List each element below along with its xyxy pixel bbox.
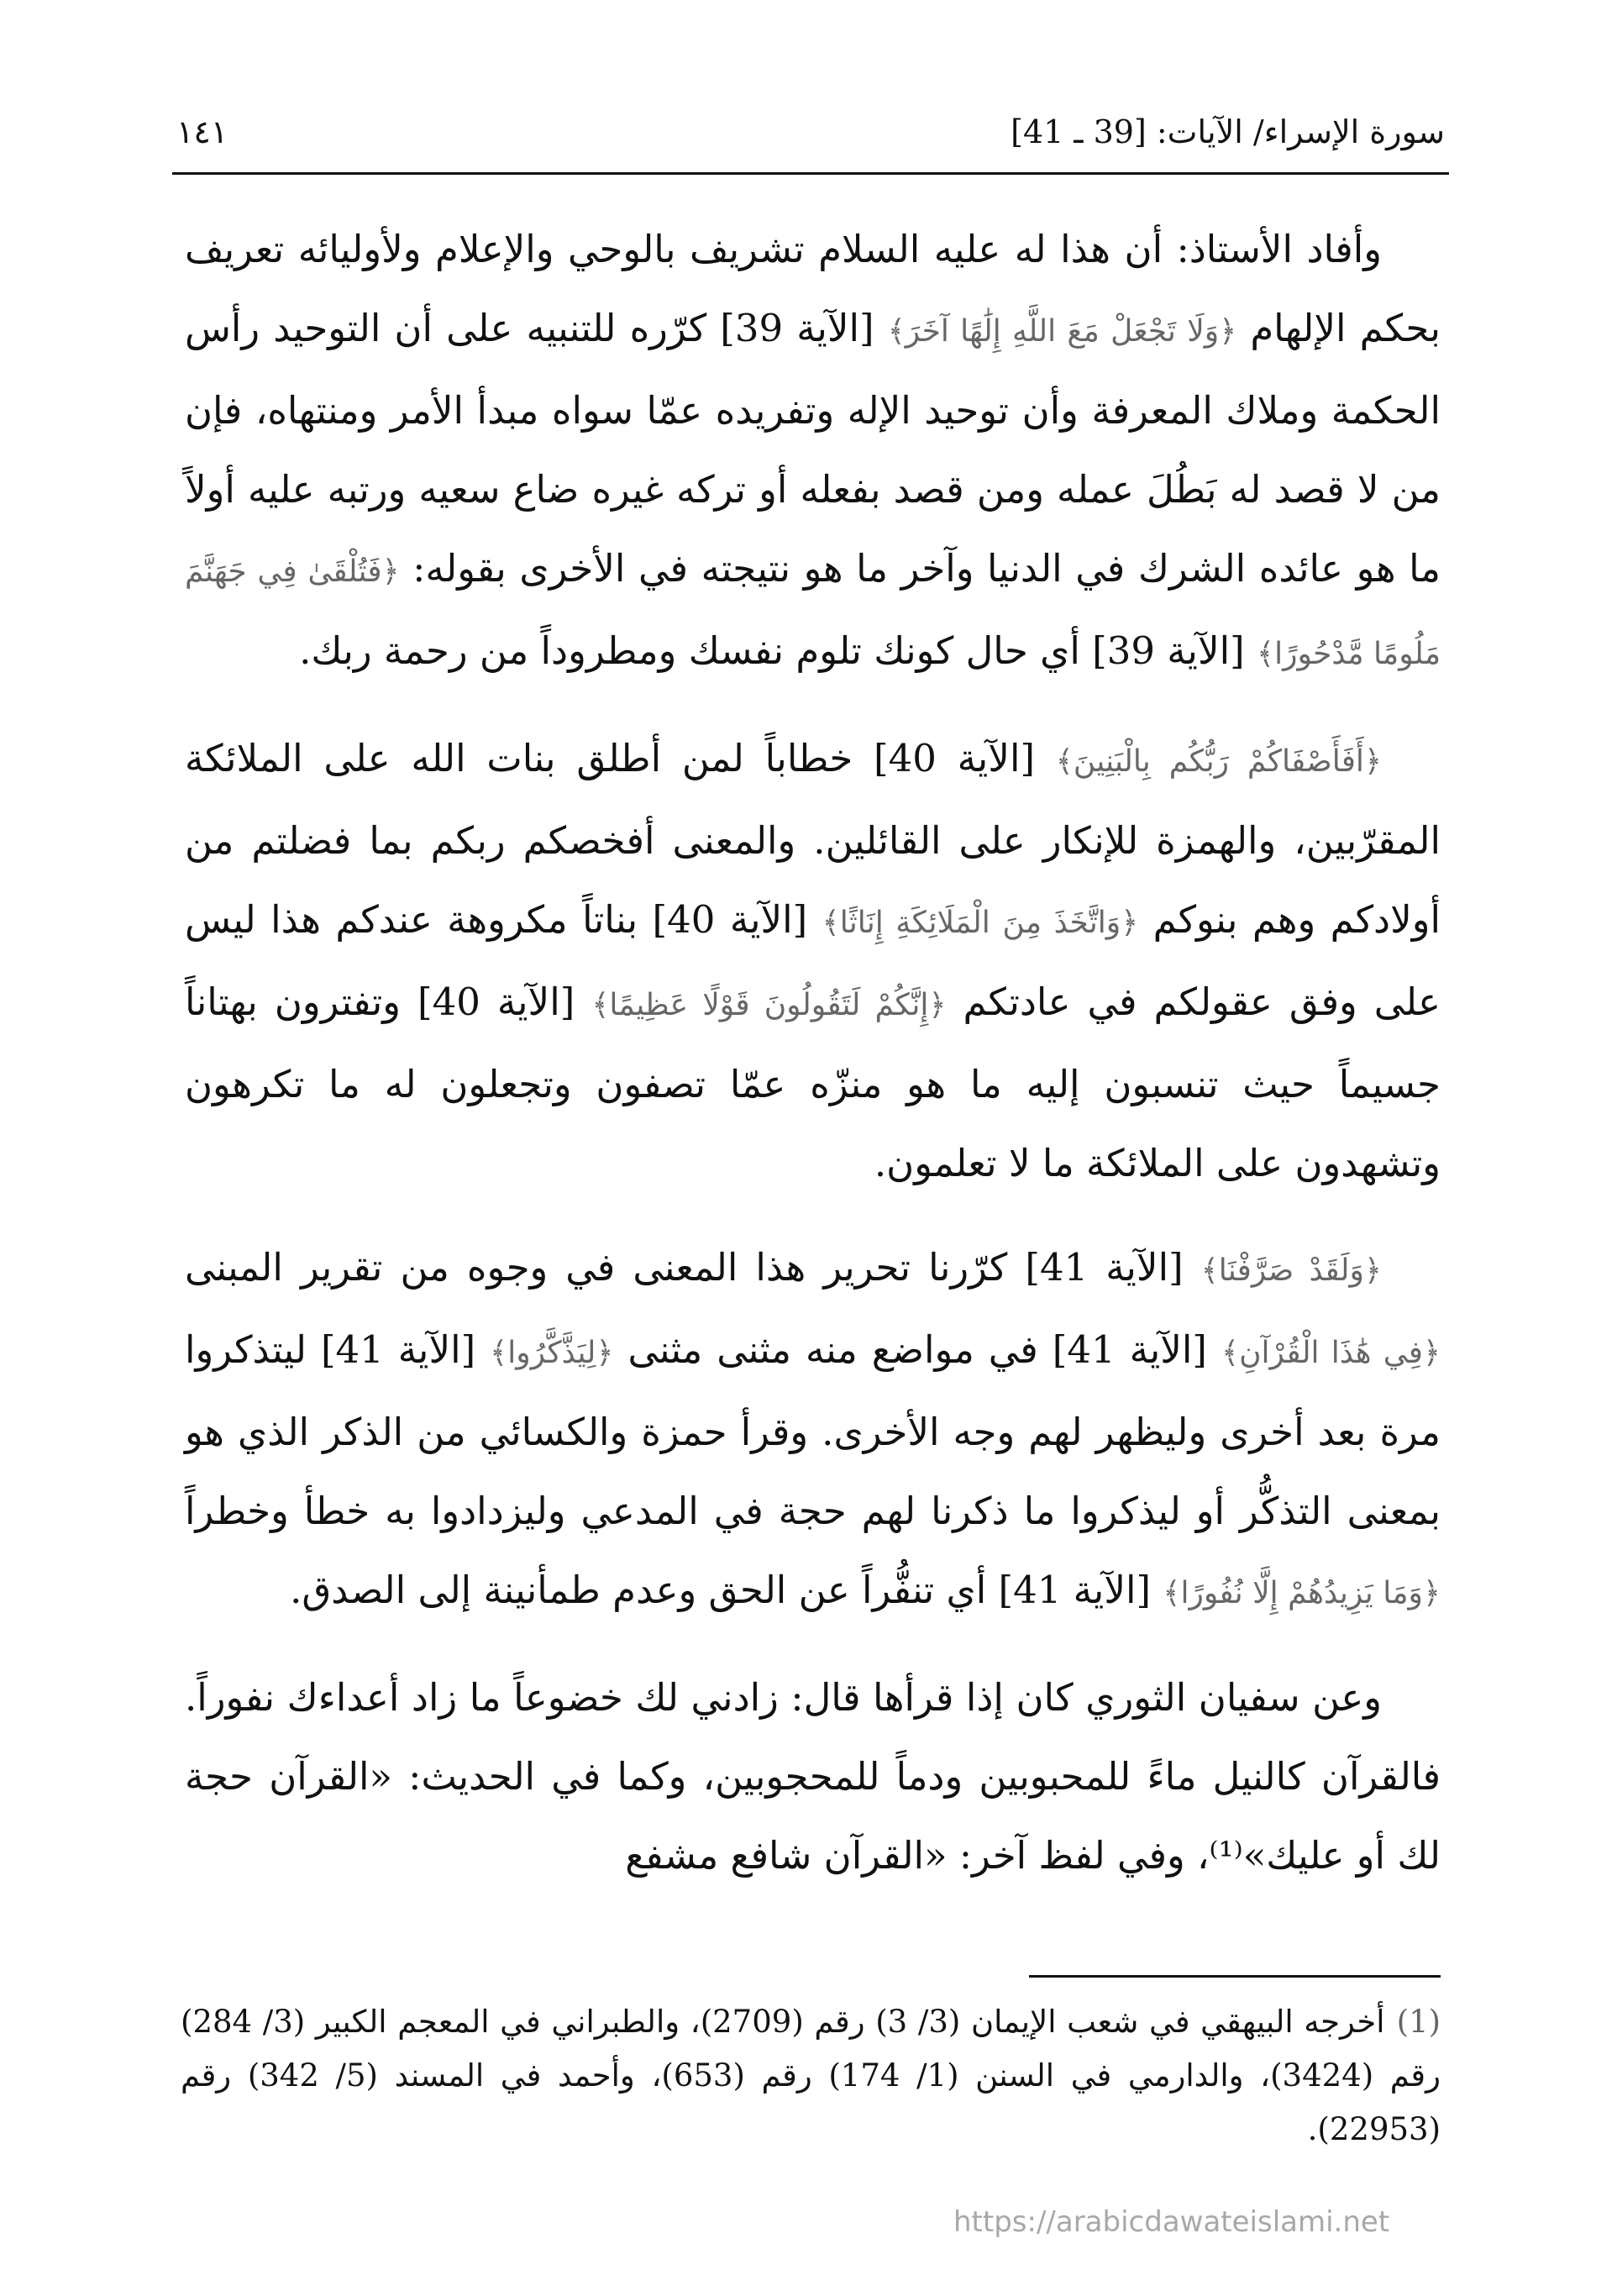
quran-quote: ﴿وَلَقَدْ صَرَّفْنَا﴾: [1200, 1253, 1382, 1288]
commentary-text: [الآية 39] كرّره للتنبيه على أن التوحيد رأس الحكمة وملاك المعرفة وأن توحيد الإله وتفريده عمّا سواه مبدأ الأمر ومنتهاه، فإن من لا قصد له بَطُلَ عمله ومن قصد بفعله أو تركه غيره ضاع سعيه ورتبه عليه أولاً ما هو عائده الشرك في الدنيا وآخر ما هو نتيجته في الأخرى بقوله:: [185, 306, 1441, 591]
main-text: [185, 210, 1441, 1895]
quran-quote: ﴿فَتُلْقَىٰ فِي جَهَنَّمَ مَلُومًا مَّدْحُورًا﴾: [185, 554, 1441, 671]
surah-verse-heading: سورة الإسراء/ الآيات: [39 ـ 41]: [1011, 113, 1445, 150]
footnotes: [181, 1995, 1441, 2157]
quran-quote: ﴿أَفَأَصْفَاكُمْ رَبُّكُم بِالْبَنِينَ﴾: [1055, 744, 1383, 779]
quran-quote: ﴿لِيَذَّكَّرُوا﴾: [490, 1336, 614, 1370]
quran-quote: ﴿فِي هَٰذَا الْقُرْآنِ﴾: [1221, 1336, 1441, 1370]
page-number: ١٤١: [176, 113, 228, 150]
paragraph: [185, 210, 1441, 694]
commentary-text: [الآية 41] ليتذكروا مرة بعد أخرى وليظهر لهم وجه الأخرى. وقرأ حمزة والكسائي من الذكر الذي هو بمعنى التذكُّر أو ليذكروا ما ذكرنا لهم حجة في المدعي وليزدادوا به خطأ وخطراً: [185, 1327, 1441, 1533]
paragraph: [185, 719, 1441, 1203]
commentary-text: [الآية 40] وتفترون بهتاناً جسيماً حيث تنسبون إليه ما هو منزّه عمّا تصفون وتجعلون له ما تكرهون وتشهدون على الملائكة ما لا تعلمون.: [185, 980, 1441, 1185]
watermark-url: https://arabicdawateislami.net: [953, 2205, 1390, 2239]
commentary-text: [الآية 40] خطاباً لمن أطلق بنات الله على الملائكة المقرّبين، والهمزة للإنكار على القائلين. والمعنى أفخصكم ربكم بما فضلتم من أولادكم وهم بنوكم: [185, 736, 1441, 942]
quran-quote: ﴿وَاتَّخَذَ مِنَ الْمَلَائِكَةِ إِنَاثًا﴾: [822, 906, 1139, 940]
commentary-text: [الآية 41] أي تنفُّراً عن الحق وعدم طمأنينة إلى الصدق.: [290, 1568, 1163, 1612]
commentary-text: [الآية 41] كرّرنا تحرير هذا المعنى في وجوه من تقرير المبنى: [185, 1245, 1201, 1290]
commentary-text: [الآية 40] بناتاً مكروهة عندكم هذا ليس على وفق عقولكم في عادتكم: [185, 897, 1441, 1024]
commentary-text: [الآية 41] في مواضع منه مثنى مثنى: [613, 1327, 1221, 1372]
paragraph: [185, 1658, 1441, 1895]
quran-quote: ﴿إِنَّكُمْ لَتَقُولُونَ قَوْلًا عَظِيمًا﴾: [591, 988, 947, 1022]
commentary-text: وعن سفيان الثوري كان إذا قرأها قال: زادني لك خضوعاً ما زاد أعداءك نفوراً. فالقرآن كالنيل ماءً للمحبوبين ودماً للمحجوبين، وكما في الحديث: «القرآن حجة لك أو عليك»⁽¹⁾، وفي لفظ آخر: «القرآن شافع مشفع: [185, 1675, 1441, 1878]
commentary-text: [الآية 39] أي حال كونك تلوم نفسك ومطروداً من رحمة ربك.: [299, 628, 1257, 673]
paragraph: [185, 1228, 1441, 1633]
quran-quote: ﴿وَمَا يَزِيدُهُمْ إِلَّا نُفُورًا﴾: [1163, 1576, 1441, 1610]
running-header: [176, 113, 1445, 164]
footnote-divider: [1029, 1975, 1441, 1978]
commentary-text: وأفاد الأستاذ: أن هذا له عليه السلام تشريف بالوحي والإعلام ولأوليائه تعريف بحكم الإلهام: [185, 227, 1441, 350]
quran-quote: ﴿وَلَا تَجْعَلْ مَعَ اللَّهِ إِلَٰهًا آخَرَ﴾: [887, 314, 1237, 349]
header-divider: [172, 172, 1449, 175]
footnote-number: (1): [1396, 2004, 1441, 2040]
footnote-text: أخرجه البيهقي في شعب الإيمان (3/ 3) رقم (2709)، والطبراني في المعجم الكبير (3/ 284) رقم (3424)، والدارمي في السنن (1/ 174) رقم (653)، وأحمد في المسند (5/ 342) رقم (22953).: [181, 2004, 1441, 2147]
